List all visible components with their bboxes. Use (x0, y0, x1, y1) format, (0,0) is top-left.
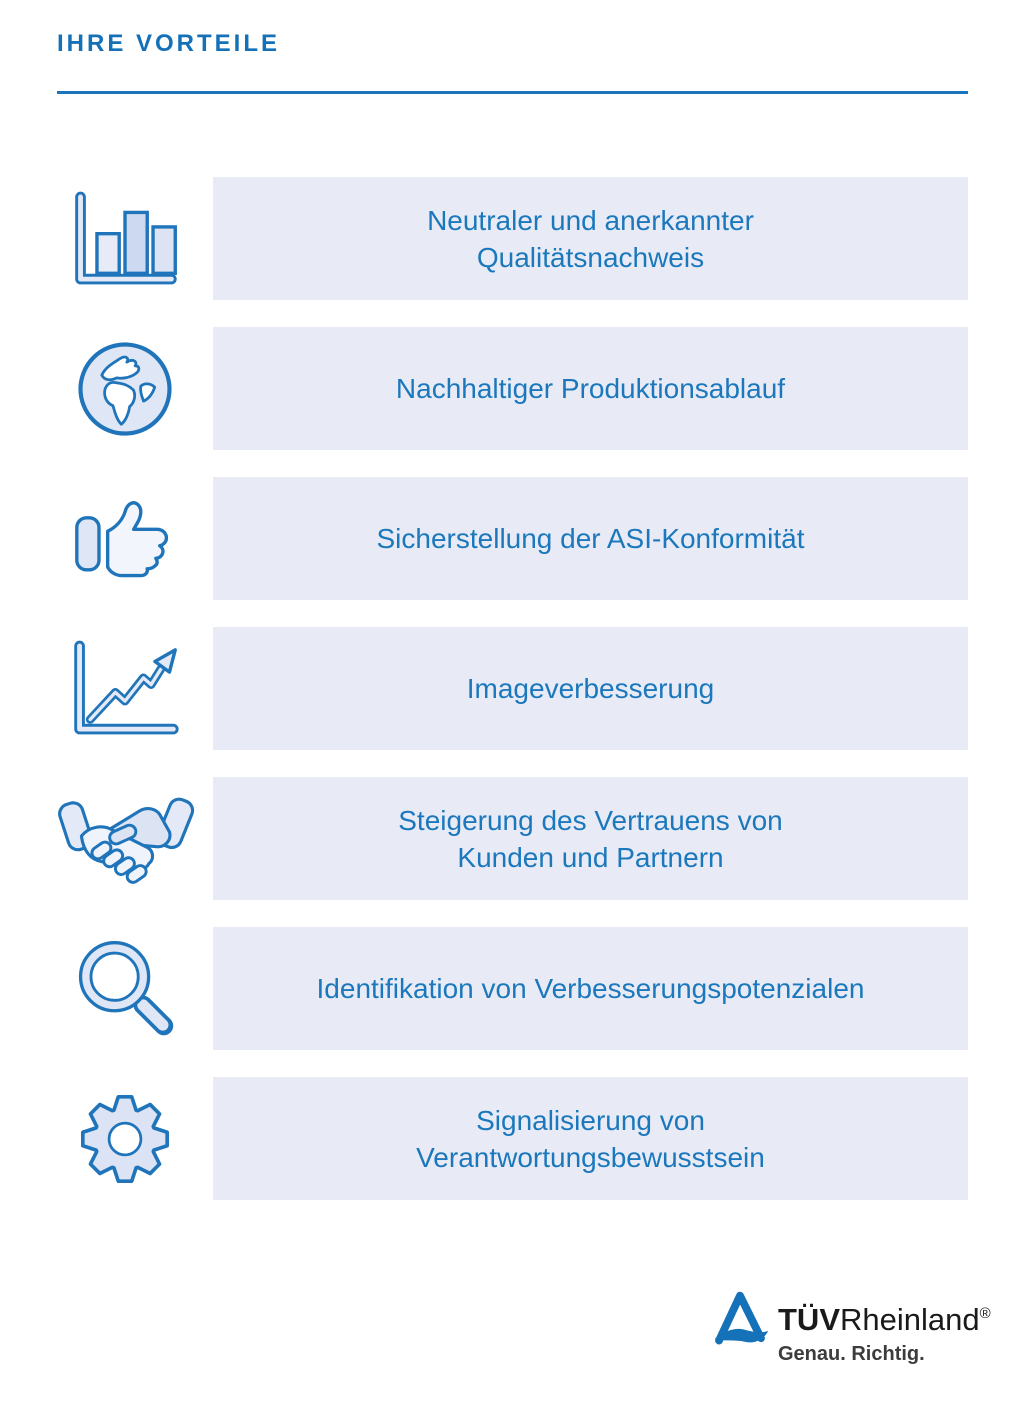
line-graph-icon (52, 627, 197, 750)
title-divider (57, 91, 968, 94)
benefit-box (213, 1077, 968, 1200)
benefit-row (0, 627, 1024, 750)
benefit-box (213, 477, 968, 600)
magnifier-icon (52, 927, 197, 1050)
benefit-row (0, 177, 1024, 300)
registered-mark: ® (979, 1305, 991, 1322)
benefit-text: Nachhaltiger Produktionsablauf (395, 373, 786, 404)
logo-wordmark (778, 1298, 991, 1335)
benefit-box (213, 927, 968, 1050)
logo-rheinland-text: Rheinland (840, 1302, 980, 1337)
benefit-box (213, 327, 968, 450)
bar-chart-icon (52, 177, 197, 300)
logo-tuv-text: TÜV (778, 1302, 840, 1337)
benefit-text: Imageverbesserung (466, 673, 715, 704)
benefit-row (0, 1077, 1024, 1200)
benefit-text: Kunden und Partnern (457, 841, 724, 873)
benefit-text: Qualitätsnachweis (476, 241, 705, 273)
benefit-box (213, 627, 968, 750)
benefit-box (213, 777, 968, 900)
benefit-text: Neutraler und anerkannter (427, 204, 754, 236)
thumbs-up-icon (52, 477, 197, 600)
benefit-row (0, 927, 1024, 1050)
page-title: IHRE VORTEILE (57, 30, 281, 57)
logo-tagline: Genau. Richtig. (778, 1343, 925, 1365)
tuv-triangle-icon (710, 1288, 770, 1350)
benefit-text: Signalisierung von (476, 1104, 705, 1136)
globe-icon (52, 327, 197, 450)
benefit-box (213, 177, 968, 300)
tuv-rheinland-logo (710, 1286, 990, 1376)
benefit-row (0, 327, 1024, 450)
benefit-row (0, 777, 1024, 900)
benefit-row (0, 477, 1024, 600)
benefit-text: Identifikation von Verbesserungspotenzialen (316, 973, 865, 1004)
benefit-text: Verantwortungsbewusstsein (416, 1141, 765, 1173)
benefit-text: Sicherstellung der ASI-Konformität (376, 523, 805, 554)
benefit-text: Steigerung des Vertrauens von (398, 804, 783, 836)
logo-text (778, 1298, 991, 1366)
gear-icon (52, 1077, 197, 1200)
handshake-icon (52, 777, 197, 900)
